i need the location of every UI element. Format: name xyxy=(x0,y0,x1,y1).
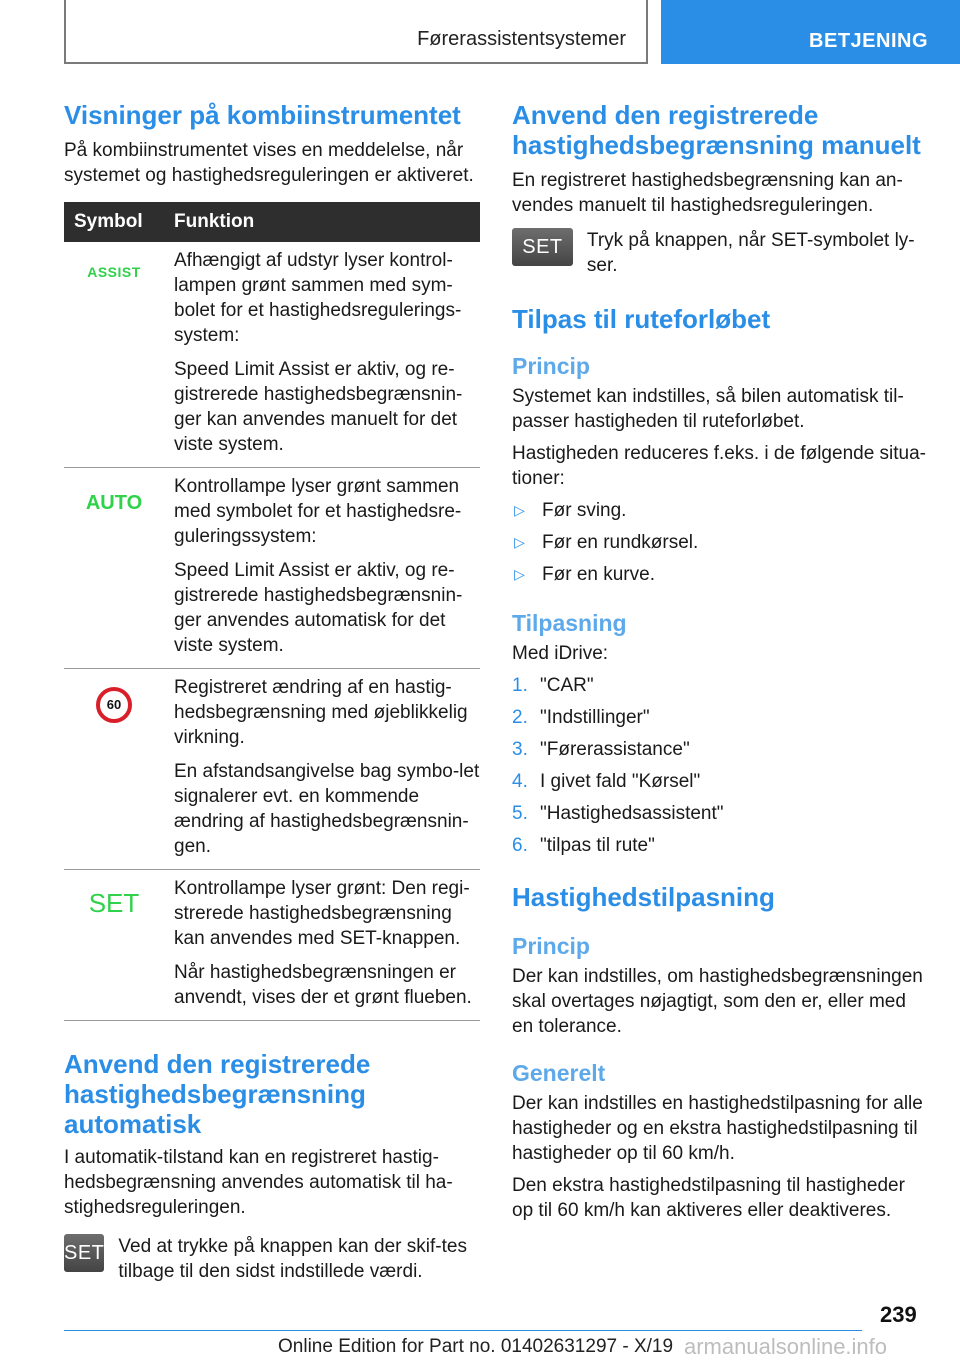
triangle-bullet-icon: ▷ xyxy=(514,566,525,582)
triangle-bullet-icon: ▷ xyxy=(514,534,525,550)
chapter-tab xyxy=(661,0,960,64)
watermark: armanualsonline.info xyxy=(684,1334,888,1359)
symbol-table xyxy=(64,202,480,1021)
row-text: Når hastighedsbegrænsningen er anvendt, vises der et grønt flueben. xyxy=(174,962,472,1008)
page-number: 239 xyxy=(880,1302,917,1327)
column-header-symbol: Symbol xyxy=(64,202,164,242)
idrive-steps xyxy=(512,673,928,858)
general-text: Der kan indstilles en hastighedstilpasning for alle hastigheder og en ekstra hastighedstilpasning til hastigheder op til 60 km/h. xyxy=(512,1093,923,1164)
list-item: 5. "Hastighedsassistent" xyxy=(512,803,724,824)
row-text: Registreret ændring af en hastig-hedsbegrænsning med øjeblikkelig virkning. xyxy=(174,677,468,748)
row-text: Kontrollampe lyser grønt: Den regi-strerede hastighedsbegrænsning kan anvendes med SET-knappen. xyxy=(174,878,470,949)
list-item: 6. "tilpas til rute" xyxy=(512,835,655,856)
row-text: Kontrollampe lyser grønt sammen med symbolet for et hastighedsre-guleringssystem: xyxy=(174,476,462,547)
heading-adjustment: Tilpasning xyxy=(512,610,627,636)
section-title: Førerassistentsystemer xyxy=(417,28,626,50)
list-item: 4. I givet fald "Kørsel" xyxy=(512,771,701,792)
row-text: Speed Limit Assist er aktiv, og re-gistrerede hastighedsbegrænsnin-ger kan anvendes manuelt for det viste system. xyxy=(174,359,463,455)
speed-limit-sign-icon: 60 xyxy=(96,687,132,723)
heading-apply-manual: Anvend den registrerede hastighedsbegrænsning manuelt xyxy=(512,100,921,160)
principle-text: Der kan indstilles, om hastighedsbegrænsningen skal overtages nøjagtigt, som den er, eller med en tolerance. xyxy=(512,966,923,1037)
list-item: ▷ Før en rundkørsel. xyxy=(514,532,699,553)
chapter-title: BETJENING xyxy=(809,30,928,52)
heading-principle: Princip xyxy=(512,933,590,959)
column-header-function: Funktion xyxy=(164,202,480,242)
left-column xyxy=(64,100,480,1284)
set-button-text: Ved at trykke på knappen kan der skif-tes tilbage til den sidst indstillede værdi. xyxy=(118,1236,467,1282)
set-button-row xyxy=(512,228,928,278)
list-item: ▷ Før sving. xyxy=(514,500,627,521)
assist-indicator-icon: ASSIST xyxy=(87,264,141,280)
list-item: 1. "CAR" xyxy=(512,675,594,696)
table-row xyxy=(64,669,480,870)
auto-indicator-icon: AUTO xyxy=(85,492,143,514)
list-item: 2. "Indstillinger" xyxy=(512,707,650,728)
table-header-row xyxy=(64,202,480,242)
set-button-icon: SET xyxy=(512,228,573,266)
heading-route: Tilpas til ruteforløbet xyxy=(512,304,771,334)
header-section-box xyxy=(64,0,648,64)
row-text: Afhængigt af udstyr lyser kontrol-lampen grønt sammen med sym-bolet for et hastighedsregulerings-system: xyxy=(174,250,462,346)
table-row xyxy=(64,468,480,669)
edition-text: Online Edition for Part no. 01402631297 - X/19 xyxy=(278,1336,674,1357)
list-item: ▷ Før en kurve. xyxy=(514,564,655,585)
general-text: Den ekstra hastighedstilpasning til hastigheder op til 60 km/h kan aktiveres eller deaktiveres. xyxy=(512,1175,905,1221)
principle-text: Systemet kan indstilles, så bilen automatisk til-passer hastigheden til ruteforløbet. xyxy=(512,386,904,432)
intro-text: På kombiinstrumentet vises en meddelelse, når systemet og hastighedsreguleringen er aktiveret. xyxy=(64,140,474,186)
right-column xyxy=(512,100,928,1223)
list-item: 3. "Førerassistance" xyxy=(512,739,690,760)
reduce-text: Hastigheden reduceres f.eks. i de følgende situa-tioner: xyxy=(512,443,927,489)
idrive-text: Med iDrive: xyxy=(512,643,609,664)
set-indicator-icon: SET xyxy=(88,888,140,918)
heading-speed-adjustment: Hastighedstilpasning xyxy=(512,882,775,912)
manual-text: En registreret hastighedsbegrænsning kan an-vendes manuelt til hastighedsreguleringen. xyxy=(512,170,903,216)
row-text: En afstandsangivelse bag symbo-let signalerer evt. en kommende ændring af hastighedsbegrænsnin-gen. xyxy=(174,761,480,857)
row-text: Speed Limit Assist er aktiv, og re-gistrerede hastighedsbegrænsnin-ger anvendes automatisk for det viste system. xyxy=(174,560,463,656)
table-row xyxy=(64,242,480,468)
situation-list xyxy=(512,498,928,587)
set-button-text: Tryk på knappen, når SET-symbolet ly-ser. xyxy=(586,230,915,276)
set-button-row xyxy=(64,1234,480,1284)
heading-principle: Princip xyxy=(512,353,590,379)
triangle-bullet-icon: ▷ xyxy=(514,502,525,518)
heading-apply-automatic: Anvend den registrerede hastighedsbegrænsning automatisk xyxy=(64,1049,371,1139)
auto-text: I automatik-tilstand kan en registreret hastig-hedsbegrænsning anvendes automatisk til ha-stighedsreguleringen. xyxy=(64,1147,453,1218)
heading-displays: Visninger på kombiinstrumentet xyxy=(64,100,461,130)
footer-divider xyxy=(64,1330,862,1331)
set-button-icon: SET xyxy=(64,1234,104,1272)
heading-general: Generelt xyxy=(512,1060,606,1086)
table-row xyxy=(64,870,480,1021)
